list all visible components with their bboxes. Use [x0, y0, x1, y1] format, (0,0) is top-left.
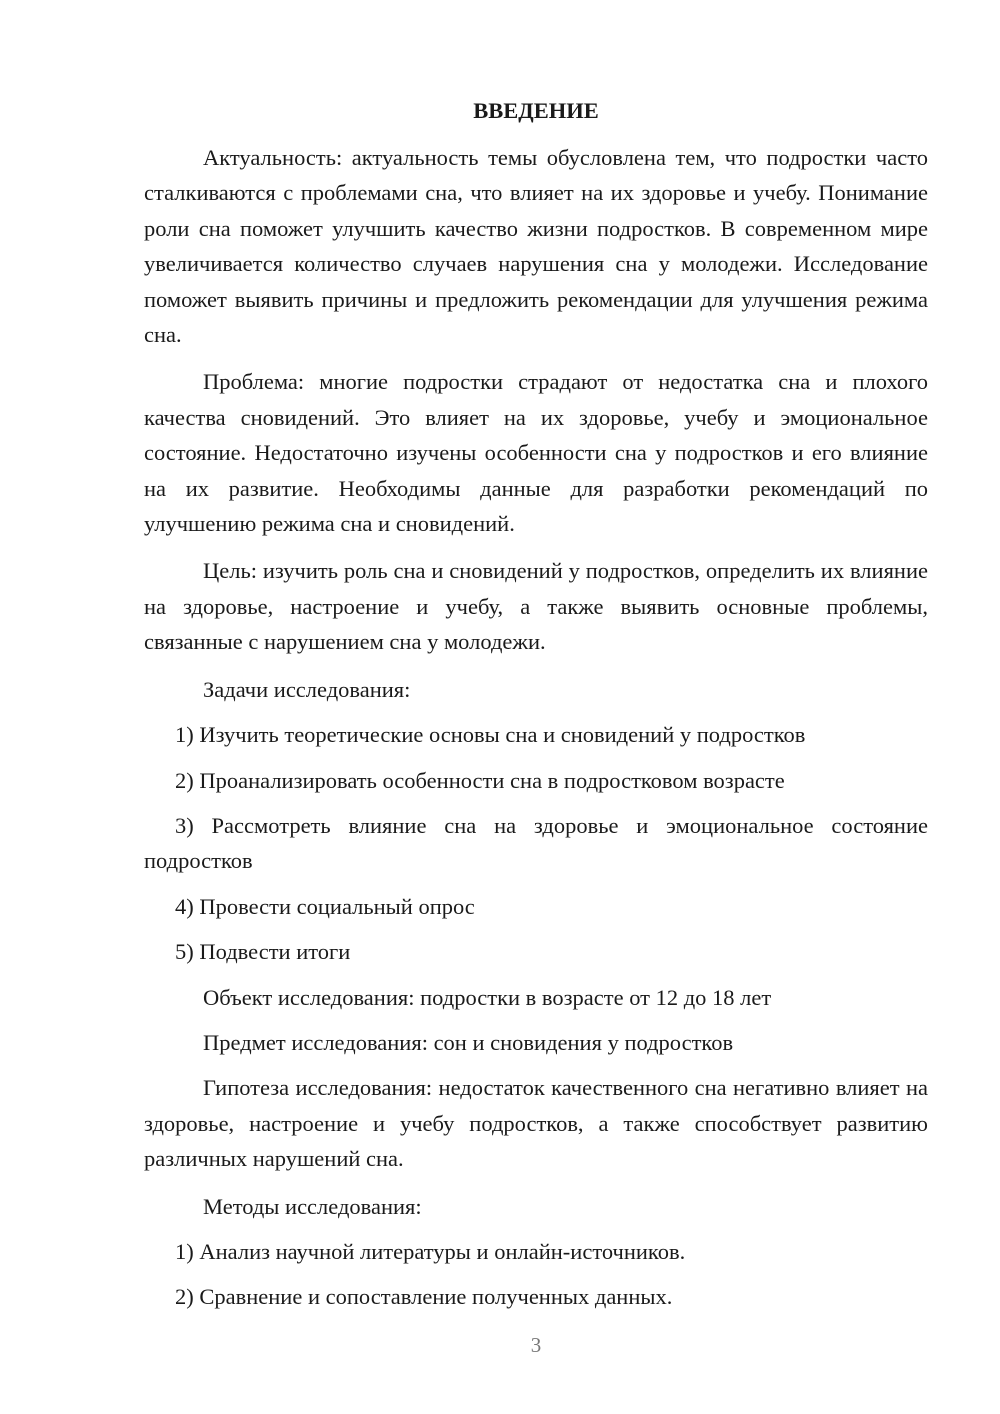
research-subject: Предмет исследования: сон и сновидения у подростков	[203, 1029, 734, 1055]
task-item-3: 3) Рассмотреть влияние сна на здоровье и эмоциональное состояние подростков	[144, 812, 928, 874]
page-title: ВВЕДЕНИЕ	[473, 98, 599, 123]
paragraph-problem: Проблема: многие подростки страдают от недостатка сна и плохого качества сновидений. Это влияет на их здоровье, учебу и эмоциональное состояние. Недостаточно изучены особенности сна у подростков и его влияние на их развитие. Необходимы данные для разработки рекомендаций по улучшению режима сна и сновидений.	[144, 369, 928, 537]
task-item-5: 5) Подвести итоги	[175, 939, 351, 965]
paragraph-goal: Цель: изучить роль сна и сновидений у подростков, определить их влияние на здоровье, настроение и учебу, а также выявить основные проблемы, связанные с нарушением сна у молодежи.	[144, 558, 928, 655]
page-content	[144, 94, 928, 1325]
task-item-4: 4) Провести социальный опрос	[175, 893, 475, 919]
tasks-heading: Задачи исследования:	[203, 676, 411, 702]
method-item-2: 2) Сравнение и сопоставление полученных данных.	[175, 1284, 673, 1310]
method-item-1: 1) Анализ научной литературы и онлайн-источников.	[175, 1238, 686, 1264]
paragraph-relevance: Актуальность: актуальность темы обусловлена тем, что подростки часто сталкиваются с проблемами сна, что влияет на их здоровье и учебу. Понимание роли сна поможет улучшить качество жизни подростков. В современном мире увеличивается количество случаев нарушения сна у молодежи. Исследование поможет выявить причины и предложить рекомендации для улучшения режима сна.	[144, 145, 928, 348]
task-item-2: 2) Проанализировать особенности сна в подростковом возрасте	[175, 767, 785, 793]
methods-heading: Методы исследования:	[203, 1193, 422, 1219]
page-number: 3	[530, 1333, 542, 1357]
research-object: Объект исследования: подростки в возрасте от 12 до 18 лет	[203, 984, 772, 1010]
task-item-1: 1) Изучить теоретические основы сна и сновидений у подростков	[175, 722, 806, 748]
research-hypothesis: Гипотеза исследования: недостаток качественного сна негативно влияет на здоровье, настроение и учебу подростков, а также способствует развитию различных нарушений сна.	[144, 1075, 928, 1172]
